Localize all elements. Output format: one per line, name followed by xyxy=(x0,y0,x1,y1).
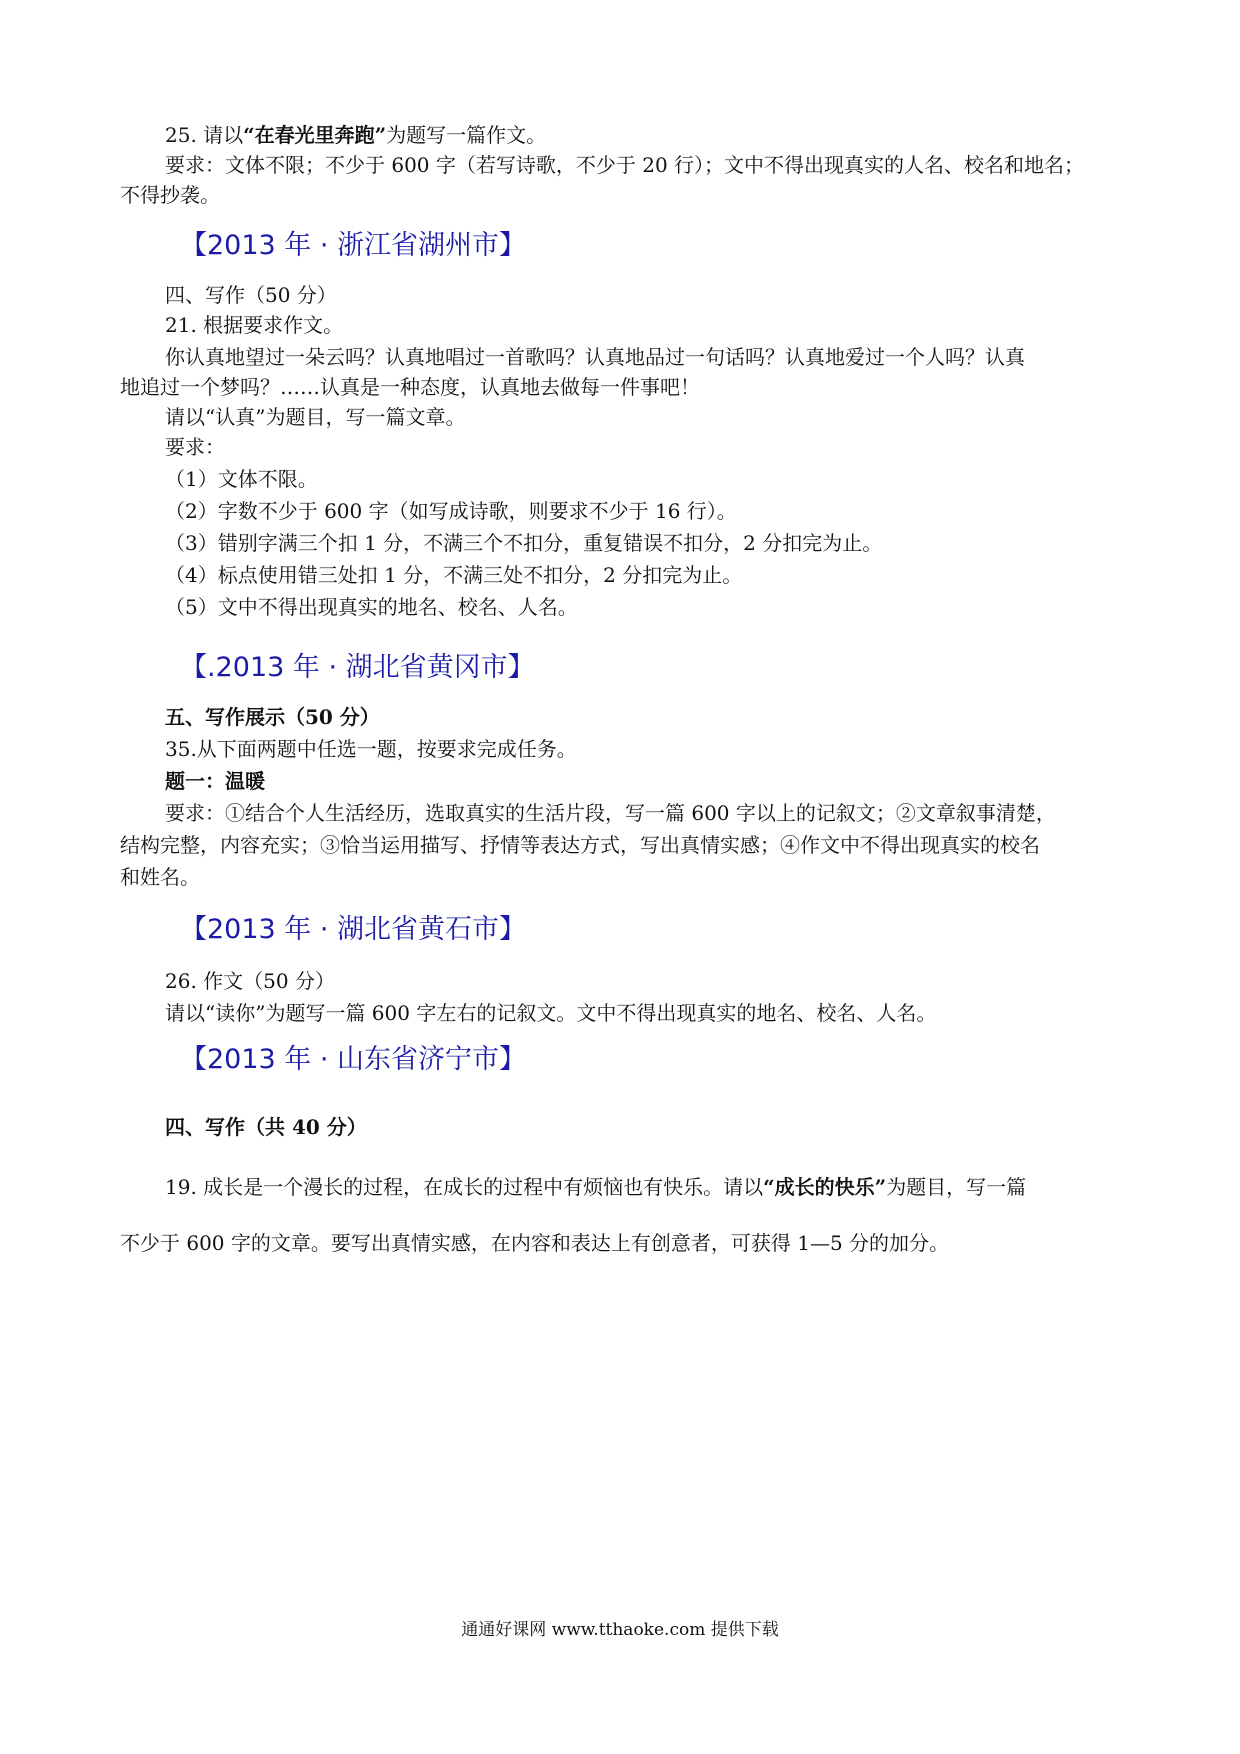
prompt-line: 请以“读你”为题写一篇 600 字左右的记叙文。文中不得出现真实的地名、校名、人名。 xyxy=(165,1001,937,1025)
page-footer: 通通好课网 www.tthaoke.com 提供下载 xyxy=(461,1620,779,1640)
question-25-prefix: 25. 请以 xyxy=(165,123,244,147)
requirement-line-2: 结构完整，内容充实；③恰当运用描写、抒情等表达方式，写出真情实感；④作文中不得出现真实的校名 xyxy=(120,833,1040,857)
question-21: 21. 根据要求作文。 xyxy=(165,313,344,337)
requirement-item: （1）文体不限。 xyxy=(165,467,318,491)
part-title: 四、写作（50 分） xyxy=(165,283,337,307)
question-19-line-2: 不少于 600 字的文章。要写出真情实感，在内容和表达上有创意者，可获得 1—5 分的加分。 xyxy=(120,1231,950,1255)
requirement-line-3: 和姓名。 xyxy=(120,865,200,889)
topic-title: 题一：温暖 xyxy=(165,769,265,793)
prompt-line-2: 地追过一个梦吗？……认真是一种态度，认真地去做每一件事吧！ xyxy=(120,375,700,399)
requirement-item: （5）文中不得出现真实的地名、校名、人名。 xyxy=(165,595,578,619)
question-25-suffix: 为题写一篇作文。 xyxy=(386,123,547,147)
requirement-line-2: 不得抄袭。 xyxy=(120,183,220,207)
question-19-prefix: 19. 成长是一个漫长的过程，在成长的过程中有烦恼也有快乐。请以 xyxy=(165,1175,764,1199)
requirement-line-1: 要求：①结合个人生活经历，选取真实的生活片段，写一篇 600 字以上的记叙文；②文章叙事清楚， xyxy=(165,801,1056,825)
question-35: 35.从下面两题中任选一题，按要求完成任务。 xyxy=(165,737,577,761)
question-25 xyxy=(165,118,1130,152)
requirement-item: （4）标点使用错三处扣 1 分，不满三处不扣分，2 分扣完为止。 xyxy=(165,563,743,587)
part-title: 四、写作（共 40 分） xyxy=(165,1115,367,1139)
section-heading-huanggang: 【.2013 年 · 湖北省黄冈市】 xyxy=(180,652,535,683)
question-19-title: “成长的快乐” xyxy=(763,1175,887,1199)
question-19-line-1 xyxy=(165,1170,1130,1204)
requirement-line-1: 要求：文体不限；不少于 600 字（若写诗歌，不少于 20 行）；文中不得出现真实的人名、校名和地名； xyxy=(165,153,1085,177)
question-25-title: “在春光里奔跑” xyxy=(243,123,387,147)
section-heading-huangshi: 【2013 年 · 湖北省黄石市】 xyxy=(180,914,527,945)
requirement-label: 要求： xyxy=(165,435,225,459)
section-heading-jining: 【2013 年 · 山东省济宁市】 xyxy=(180,1044,527,1075)
question-19-suffix: 为题目，写一篇 xyxy=(886,1175,1027,1199)
requirement-item: （3）错别字满三个扣 1 分，不满三个不扣分，重复错误不扣分，2 分扣完为止。 xyxy=(165,531,883,555)
section-heading-huzhou: 【2013 年 · 浙江省湖州市】 xyxy=(180,230,527,261)
part-title: 五、写作展示（50 分） xyxy=(165,705,380,729)
requirement-item: （2）字数不少于 600 字（如写成诗歌，则要求不少于 16 行）。 xyxy=(165,499,737,523)
prompt-line-1: 你认真地望过一朵云吗？认真地唱过一首歌吗？认真地品过一句话吗？认真地爱过一个人吗？认真 xyxy=(165,345,1025,369)
instruction: 请以“认真”为题目，写一篇文章。 xyxy=(165,405,466,429)
question-26: 26. 作文（50 分） xyxy=(165,969,335,993)
